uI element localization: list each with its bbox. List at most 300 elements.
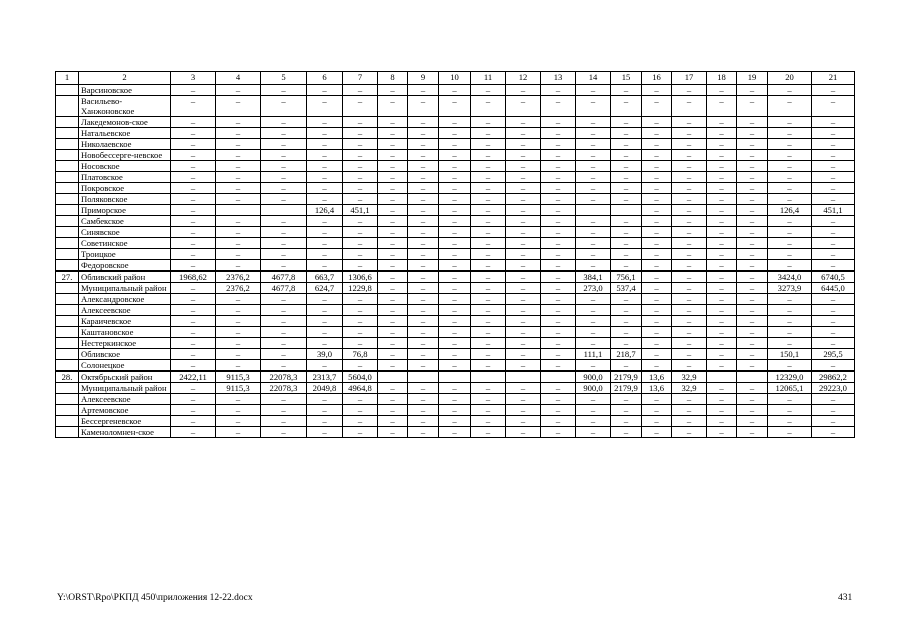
- value-cell: –: [471, 283, 506, 294]
- row-name: Советинское: [79, 238, 171, 249]
- value-cell: –: [307, 360, 343, 372]
- header-cell: 16: [642, 72, 672, 85]
- value-cell: –: [506, 360, 541, 372]
- value-cell: 32,9: [672, 371, 707, 383]
- value-cell: –: [576, 128, 611, 139]
- value-cell: –: [707, 305, 737, 316]
- value-cell: –: [642, 85, 672, 96]
- value-cell: –: [307, 227, 343, 238]
- value-cell: –: [216, 294, 261, 305]
- value-cell: –: [737, 183, 768, 194]
- value-cell: –: [541, 249, 576, 260]
- value-cell: –: [642, 416, 672, 427]
- value-cell: 2179,9: [611, 371, 642, 383]
- value-cell: –: [408, 150, 439, 161]
- value-cell: –: [672, 128, 707, 139]
- header-cell: 15: [611, 72, 642, 85]
- value-cell: –: [672, 349, 707, 360]
- value-cell: –: [408, 205, 439, 216]
- value-cell: 126,4: [307, 205, 343, 216]
- value-cell: –: [642, 316, 672, 327]
- value-cell: –: [343, 161, 378, 172]
- value-cell: –: [261, 161, 307, 172]
- header-row: [56, 72, 855, 85]
- value-cell: 384,1: [576, 271, 611, 283]
- value-cell: –: [768, 216, 812, 227]
- table-row: [56, 238, 855, 249]
- value-cell: –: [672, 139, 707, 150]
- value-cell: 451,1: [812, 205, 855, 216]
- value-cell: –: [506, 150, 541, 161]
- value-cell: 9115,3: [216, 383, 261, 394]
- value-cell: –: [576, 249, 611, 260]
- value-cell: –: [642, 283, 672, 294]
- value-cell: –: [378, 128, 408, 139]
- value-cell: –: [171, 360, 216, 372]
- value-cell: 111,1: [576, 349, 611, 360]
- value-cell: –: [307, 172, 343, 183]
- value-cell: –: [439, 249, 471, 260]
- value-cell: –: [672, 283, 707, 294]
- value-cell: –: [812, 128, 855, 139]
- value-cell: –: [737, 205, 768, 216]
- value-cell: –: [261, 249, 307, 260]
- value-cell: –: [707, 271, 737, 283]
- value-cell: –: [611, 117, 642, 128]
- table-row: [56, 260, 855, 272]
- value-cell: –: [611, 249, 642, 260]
- value-cell: –: [216, 216, 261, 227]
- value-cell: 900,0: [576, 371, 611, 383]
- value-cell: –: [812, 394, 855, 405]
- value-cell: –: [171, 249, 216, 260]
- value-cell: –: [707, 260, 737, 272]
- row-name: Варсиновское: [79, 85, 171, 96]
- value-cell: [611, 205, 642, 216]
- value-cell: –: [768, 427, 812, 438]
- value-cell: –: [672, 360, 707, 372]
- header-cell: 18: [707, 72, 737, 85]
- value-cell: –: [672, 249, 707, 260]
- value-cell: –: [812, 216, 855, 227]
- row-name: Носовское: [79, 161, 171, 172]
- value-cell: –: [439, 360, 471, 372]
- value-cell: –: [439, 96, 471, 117]
- row-name: Алексеевское: [79, 394, 171, 405]
- value-cell: –: [707, 338, 737, 349]
- value-cell: –: [216, 172, 261, 183]
- value-cell: –: [541, 294, 576, 305]
- row-name: Федоровское: [79, 260, 171, 272]
- row-number: [56, 150, 79, 161]
- value-cell: –: [471, 394, 506, 405]
- value-cell: 2422,11: [171, 371, 216, 383]
- value-cell: –: [216, 194, 261, 205]
- value-cell: –: [171, 238, 216, 249]
- value-cell: –: [812, 172, 855, 183]
- value-cell: –: [642, 427, 672, 438]
- value-cell: –: [642, 294, 672, 305]
- value-cell: –: [261, 128, 307, 139]
- value-cell: –: [307, 416, 343, 427]
- row-name: Нестеркинское: [79, 338, 171, 349]
- value-cell: –: [812, 405, 855, 416]
- value-cell: –: [216, 338, 261, 349]
- value-cell: –: [541, 416, 576, 427]
- value-cell: –: [642, 172, 672, 183]
- value-cell: –: [378, 360, 408, 372]
- value-cell: –: [707, 216, 737, 227]
- table-row: [56, 227, 855, 238]
- value-cell: –: [439, 117, 471, 128]
- value-cell: –: [378, 150, 408, 161]
- value-cell: –: [672, 327, 707, 338]
- value-cell: –: [471, 316, 506, 327]
- table-row: [56, 194, 855, 205]
- row-name: Покровское: [79, 183, 171, 194]
- value-cell: –: [378, 416, 408, 427]
- value-cell: –: [576, 427, 611, 438]
- value-cell: 218,7: [611, 349, 642, 360]
- value-cell: 6740,5: [812, 271, 855, 283]
- value-cell: –: [261, 360, 307, 372]
- value-cell: 5604,0: [343, 371, 378, 383]
- value-cell: –: [439, 161, 471, 172]
- value-cell: –: [307, 327, 343, 338]
- value-cell: –: [768, 161, 812, 172]
- value-cell: –: [672, 260, 707, 272]
- value-cell: 126,4: [768, 205, 812, 216]
- value-cell: –: [307, 305, 343, 316]
- table-row: [56, 283, 855, 294]
- row-name: Октябрьский район: [79, 371, 171, 383]
- table-row: [56, 139, 855, 150]
- value-cell: –: [576, 161, 611, 172]
- value-cell: –: [171, 427, 216, 438]
- value-cell: –: [261, 338, 307, 349]
- value-cell: –: [171, 394, 216, 405]
- value-cell: –: [672, 271, 707, 283]
- value-cell: –: [672, 85, 707, 96]
- value-cell: –: [611, 216, 642, 227]
- value-cell: –: [541, 338, 576, 349]
- value-cell: –: [737, 305, 768, 316]
- value-cell: –: [307, 316, 343, 327]
- value-cell: –: [216, 117, 261, 128]
- header-cell: 3: [171, 72, 216, 85]
- value-cell: –: [812, 327, 855, 338]
- value-cell: –: [439, 316, 471, 327]
- table-row: [56, 305, 855, 316]
- value-cell: –: [307, 338, 343, 349]
- table-row: [56, 85, 855, 96]
- row-number: [56, 216, 79, 227]
- value-cell: –: [672, 316, 707, 327]
- value-cell: –: [307, 85, 343, 96]
- value-cell: –: [506, 96, 541, 117]
- value-cell: –: [171, 205, 216, 216]
- value-cell: –: [541, 427, 576, 438]
- value-cell: –: [378, 172, 408, 183]
- value-cell: –: [642, 194, 672, 205]
- value-cell: –: [307, 96, 343, 117]
- value-cell: –: [408, 405, 439, 416]
- value-cell: –: [768, 360, 812, 372]
- value-cell: –: [171, 316, 216, 327]
- value-cell: –: [307, 427, 343, 438]
- row-name: Обливское: [79, 349, 171, 360]
- value-cell: –: [307, 128, 343, 139]
- row-number: [56, 416, 79, 427]
- value-cell: –: [216, 360, 261, 372]
- value-cell: –: [737, 128, 768, 139]
- row-name: Лакедемонов-ское: [79, 117, 171, 128]
- value-cell: –: [343, 238, 378, 249]
- value-cell: –: [737, 249, 768, 260]
- value-cell: –: [768, 327, 812, 338]
- value-cell: –: [261, 416, 307, 427]
- value-cell: –: [611, 394, 642, 405]
- value-cell: –: [471, 338, 506, 349]
- row-name: Васильево-Ханжоновское: [79, 96, 171, 117]
- row-number: [56, 427, 79, 438]
- value-cell: –: [707, 294, 737, 305]
- value-cell: –: [439, 383, 471, 394]
- value-cell: –: [378, 383, 408, 394]
- value-cell: –: [171, 139, 216, 150]
- value-cell: –: [541, 305, 576, 316]
- value-cell: –: [378, 260, 408, 272]
- value-cell: –: [471, 238, 506, 249]
- value-cell: [506, 371, 541, 383]
- value-cell: –: [471, 271, 506, 283]
- value-cell: –: [408, 283, 439, 294]
- value-cell: –: [611, 183, 642, 194]
- row-number: [56, 394, 79, 405]
- value-cell: –: [707, 139, 737, 150]
- value-cell: –: [378, 294, 408, 305]
- row-number: [56, 383, 79, 394]
- row-number: [56, 338, 79, 349]
- value-cell: –: [707, 172, 737, 183]
- value-cell: –: [343, 117, 378, 128]
- row-number: [56, 249, 79, 260]
- value-cell: –: [471, 172, 506, 183]
- value-cell: –: [343, 96, 378, 117]
- value-cell: –: [506, 194, 541, 205]
- value-cell: –: [261, 216, 307, 227]
- value-cell: –: [216, 96, 261, 117]
- value-cell: –: [261, 394, 307, 405]
- value-cell: –: [768, 338, 812, 349]
- value-cell: –: [439, 150, 471, 161]
- value-cell: –: [611, 327, 642, 338]
- value-cell: –: [672, 427, 707, 438]
- value-cell: –: [171, 172, 216, 183]
- value-cell: –: [611, 161, 642, 172]
- value-cell: –: [471, 327, 506, 338]
- value-cell: –: [307, 194, 343, 205]
- value-cell: –: [471, 294, 506, 305]
- value-cell: –: [611, 96, 642, 117]
- value-cell: 2179,9: [611, 383, 642, 394]
- value-cell: 29223,0: [812, 383, 855, 394]
- row-name: Обливский район: [79, 271, 171, 283]
- value-cell: –: [812, 117, 855, 128]
- value-cell: [216, 205, 261, 216]
- value-cell: –: [307, 260, 343, 272]
- value-cell: –: [737, 238, 768, 249]
- value-cell: –: [672, 205, 707, 216]
- value-cell: –: [343, 183, 378, 194]
- value-cell: 3424,0: [768, 271, 812, 283]
- value-cell: –: [408, 349, 439, 360]
- value-cell: –: [439, 139, 471, 150]
- value-cell: –: [611, 405, 642, 416]
- value-cell: –: [307, 238, 343, 249]
- value-cell: –: [439, 427, 471, 438]
- value-cell: –: [408, 316, 439, 327]
- value-cell: –: [439, 271, 471, 283]
- value-cell: –: [642, 150, 672, 161]
- value-cell: [439, 371, 471, 383]
- value-cell: –: [171, 161, 216, 172]
- table-row: [56, 183, 855, 194]
- value-cell: –: [737, 316, 768, 327]
- header-cell: 17: [672, 72, 707, 85]
- value-cell: –: [216, 416, 261, 427]
- value-cell: –: [812, 238, 855, 249]
- value-cell: –: [343, 305, 378, 316]
- value-cell: –: [611, 416, 642, 427]
- value-cell: –: [707, 405, 737, 416]
- value-cell: –: [611, 305, 642, 316]
- value-cell: –: [642, 227, 672, 238]
- row-name: Муниципальный район: [79, 383, 171, 394]
- value-cell: –: [506, 316, 541, 327]
- value-cell: –: [378, 405, 408, 416]
- value-cell: –: [506, 383, 541, 394]
- value-cell: –: [672, 238, 707, 249]
- value-cell: –: [541, 316, 576, 327]
- value-cell: 6445,0: [812, 283, 855, 294]
- value-cell: –: [343, 216, 378, 227]
- page-number: 431: [838, 593, 853, 603]
- value-cell: –: [408, 139, 439, 150]
- value-cell: –: [408, 338, 439, 349]
- value-cell: –: [672, 405, 707, 416]
- value-cell: [261, 205, 307, 216]
- value-cell: –: [408, 416, 439, 427]
- value-cell: 4677,8: [261, 283, 307, 294]
- header-cell: 2: [79, 72, 171, 85]
- value-cell: –: [737, 416, 768, 427]
- row-number: [56, 227, 79, 238]
- row-number: [56, 139, 79, 150]
- value-cell: –: [171, 117, 216, 128]
- value-cell: –: [171, 194, 216, 205]
- value-cell: –: [307, 294, 343, 305]
- table-row: [56, 96, 855, 117]
- row-name: Новобессерге-невское: [79, 150, 171, 161]
- value-cell: –: [737, 260, 768, 272]
- value-cell: –: [707, 427, 737, 438]
- value-cell: –: [672, 416, 707, 427]
- value-cell: –: [408, 128, 439, 139]
- value-cell: 150,1: [768, 349, 812, 360]
- value-cell: –: [707, 227, 737, 238]
- value-cell: –: [576, 216, 611, 227]
- value-cell: –: [506, 227, 541, 238]
- value-cell: –: [541, 383, 576, 394]
- value-cell: –: [812, 316, 855, 327]
- value-cell: –: [261, 316, 307, 327]
- value-cell: –: [737, 139, 768, 150]
- table-row: [56, 327, 855, 338]
- value-cell: 13,6: [642, 383, 672, 394]
- value-cell: –: [737, 227, 768, 238]
- value-cell: 2313,7: [307, 371, 343, 383]
- value-cell: –: [439, 238, 471, 249]
- value-cell: –: [768, 405, 812, 416]
- value-cell: –: [261, 139, 307, 150]
- value-cell: –: [506, 327, 541, 338]
- value-cell: –: [471, 416, 506, 427]
- row-number: [56, 194, 79, 205]
- value-cell: –: [439, 216, 471, 227]
- value-cell: –: [307, 405, 343, 416]
- value-cell: –: [506, 283, 541, 294]
- value-cell: –: [541, 172, 576, 183]
- value-cell: –: [672, 394, 707, 405]
- value-cell: –: [471, 194, 506, 205]
- value-cell: –: [541, 216, 576, 227]
- value-cell: –: [506, 117, 541, 128]
- value-cell: 76,8: [343, 349, 378, 360]
- value-cell: –: [471, 227, 506, 238]
- value-cell: 22078,3: [261, 371, 307, 383]
- value-cell: –: [216, 139, 261, 150]
- value-cell: –: [737, 360, 768, 372]
- value-cell: –: [216, 305, 261, 316]
- value-cell: –: [408, 249, 439, 260]
- value-cell: –: [611, 316, 642, 327]
- value-cell: –: [439, 305, 471, 316]
- value-cell: –: [707, 349, 737, 360]
- row-name: Артемовское: [79, 405, 171, 416]
- value-cell: –: [439, 327, 471, 338]
- table-row: [56, 150, 855, 161]
- value-cell: –: [642, 338, 672, 349]
- value-cell: –: [812, 139, 855, 150]
- table-row: [56, 172, 855, 183]
- table-row: [56, 249, 855, 260]
- value-cell: –: [541, 283, 576, 294]
- value-cell: –: [812, 85, 855, 96]
- value-cell: –: [171, 183, 216, 194]
- value-cell: –: [408, 227, 439, 238]
- value-cell: –: [611, 338, 642, 349]
- row-name: Платовское: [79, 172, 171, 183]
- row-name: Алексеевское: [79, 305, 171, 316]
- header-cell: 9: [408, 72, 439, 85]
- value-cell: –: [408, 327, 439, 338]
- value-cell: –: [378, 117, 408, 128]
- value-cell: –: [576, 394, 611, 405]
- value-cell: –: [707, 249, 737, 260]
- value-cell: –: [541, 150, 576, 161]
- row-name: Синявское: [79, 227, 171, 238]
